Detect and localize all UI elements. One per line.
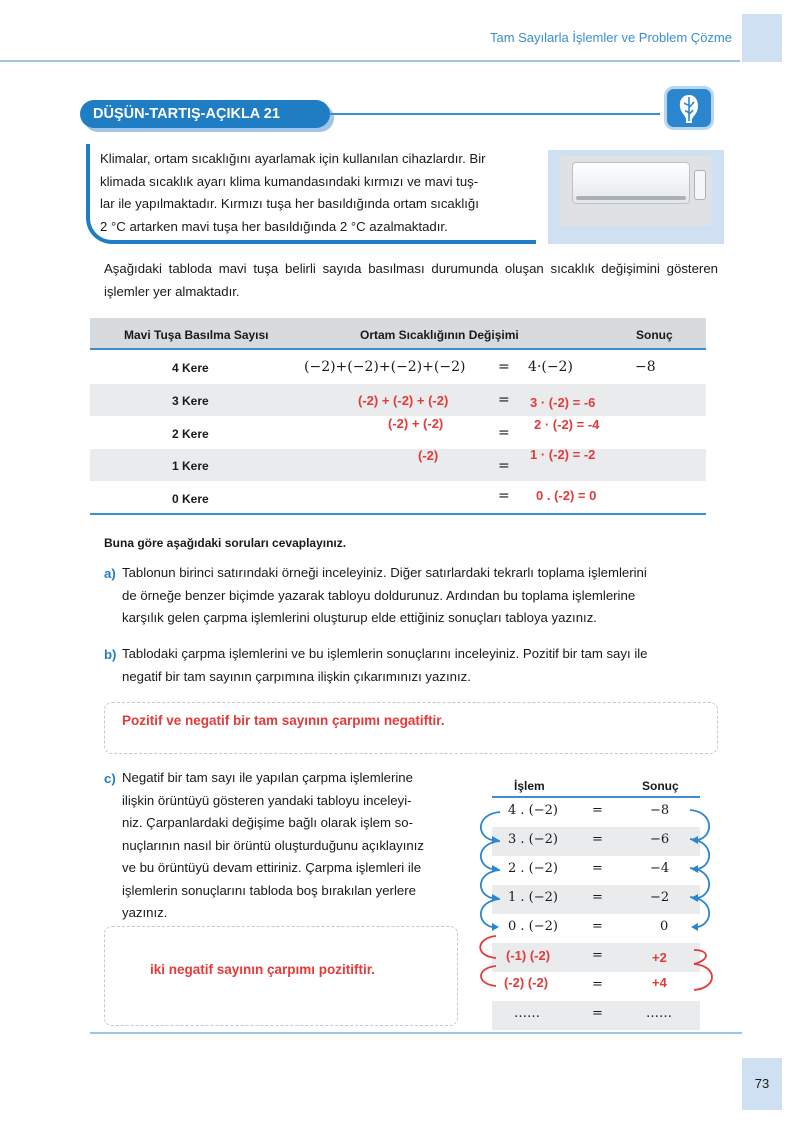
equals-sign: = bbox=[498, 359, 510, 375]
answer-box-b[interactable] bbox=[104, 702, 718, 754]
page-number: 73 bbox=[754, 1076, 770, 1091]
banner-line bbox=[330, 113, 660, 115]
question-line: karşılık gelen çarpma işlemlerini oluşturup elde ettiğiniz sonuçları tabloya yazınız. bbox=[122, 610, 597, 625]
result-value: −8 bbox=[635, 359, 656, 375]
questions-heading: Buna göre aşağıdaki soruları cevaplayınız. bbox=[104, 536, 347, 550]
air-conditioner-vent bbox=[576, 196, 686, 200]
pattern-operation: 1 . (−2) bbox=[508, 890, 558, 905]
intro-line: klimada sıcaklık ayarı klima kumandasındaki kırmızı ve mavi tuş- bbox=[100, 173, 479, 189]
question-c-text bbox=[122, 767, 472, 925]
handwritten-result: +4 bbox=[652, 975, 667, 990]
question-line: negatif bir tam sayının çarpımına ilişkin çıkarımınızı yazınız. bbox=[122, 668, 471, 684]
handwritten-product: 0 . (-2) = 0 bbox=[536, 488, 597, 503]
section-title: DÜŞÜN-TARTIŞ-AÇIKLA 21 bbox=[93, 106, 280, 122]
sum-expression: (−2)+(−2)+(−2)+(−2) bbox=[304, 359, 466, 375]
table-header bbox=[90, 318, 706, 350]
pattern-result: …… bbox=[646, 1006, 672, 1021]
equals-sign: = bbox=[592, 919, 603, 934]
question-line: Tablodaki çarpma işlemlerini ve bu işlemlerin sonuçlarını inceleyiniz. Pozitif bir tam sayı ile bbox=[122, 646, 648, 661]
handwritten-product: 2 · (-2) = -4 bbox=[534, 417, 600, 432]
question-line: ve bu örüntüyü devam ettiriniz. Çarpma işlemleri ile bbox=[122, 860, 422, 875]
table-row-label: 2 Kere bbox=[172, 427, 209, 441]
handwritten-operation: (-2) (-2) bbox=[504, 975, 549, 990]
pattern-result: −6 bbox=[650, 832, 670, 847]
equals-sign: = bbox=[498, 392, 510, 408]
footer-rule bbox=[90, 1032, 742, 1034]
question-b-letter: b) bbox=[104, 647, 117, 662]
answer-c-text: iki negatif sayının çarpımı pozitiftir. bbox=[150, 962, 376, 977]
table-intro-paragraph: Aşağıdaki tabloda mavi tuşa belirli sayıda basılması durumunda oluşan sıcaklık değişimini gösteren işlemler yer almaktadır. bbox=[104, 261, 718, 299]
table-row-label: 1 Kere bbox=[172, 459, 209, 473]
product-expression: 4·(−2) bbox=[528, 359, 573, 375]
table-row-label: 4 Kere bbox=[172, 361, 209, 375]
pattern-header-result: Sonuç bbox=[642, 779, 679, 793]
pattern-row bbox=[492, 1001, 700, 1030]
question-a-letter: a) bbox=[104, 566, 116, 581]
equals-sign: = bbox=[592, 890, 603, 905]
table-row-label: 3 Kere bbox=[172, 394, 209, 408]
handwritten-sum: (-2) bbox=[418, 448, 439, 463]
header-tab bbox=[742, 14, 782, 62]
handwritten-sum: (-2) + (-2) + (-2) bbox=[358, 393, 449, 408]
pattern-arrows bbox=[462, 800, 732, 1000]
section-banner bbox=[80, 100, 330, 128]
handwritten-sum: (-2) + (-2) bbox=[388, 416, 444, 431]
table-bottom-rule bbox=[90, 513, 706, 515]
header-rule bbox=[0, 60, 740, 62]
pattern-result: −4 bbox=[650, 861, 670, 876]
question-line: nuçlarının nasıl bir örüntü oluşturduğunu açıklayınız bbox=[122, 837, 425, 853]
pattern-operation: 0 . (−2) bbox=[508, 919, 558, 934]
intro-text bbox=[100, 148, 530, 238]
handwritten-arrows-icon bbox=[480, 936, 712, 990]
equals-sign: = bbox=[592, 832, 603, 847]
intro-line: Klimalar, ortam sıcaklığını ayarlamak için kullanılan cihazlardır. Bir bbox=[100, 151, 486, 166]
question-line: işlemlerin sonuçlarını tabloda boş bırakılan yerlere bbox=[122, 882, 416, 898]
pattern-result: −2 bbox=[650, 890, 670, 905]
equals-sign: = bbox=[592, 1006, 603, 1021]
equals-sign: = bbox=[592, 803, 603, 818]
pattern-operation: 2 . (−2) bbox=[508, 861, 558, 876]
handwritten-result: +2 bbox=[652, 950, 667, 965]
pattern-result: −8 bbox=[650, 803, 670, 818]
pattern-operation: 3 . (−2) bbox=[508, 832, 558, 847]
pattern-operation: 4 . (−2) bbox=[508, 803, 558, 818]
handwritten-product: 1 · (-2) = -2 bbox=[530, 447, 596, 462]
pattern-result: 0 bbox=[660, 919, 669, 934]
equals-sign: = bbox=[592, 977, 603, 992]
pattern-operation: …… bbox=[514, 1006, 540, 1021]
equals-sign: = bbox=[498, 458, 510, 474]
question-b-text bbox=[122, 643, 718, 688]
pattern-table-header bbox=[492, 776, 700, 798]
handwritten-operation: (-1) (-2) bbox=[506, 948, 551, 963]
intro-line: lar ile yapılmaktadır. Kırmızı tuşa her basıldığında ortam sıcaklığı bbox=[100, 196, 479, 211]
table-header-presses: Mavi Tuşa Basılma Sayısı bbox=[124, 328, 269, 342]
equals-sign: = bbox=[498, 488, 510, 504]
question-line: ilişkin örüntüyü gösteren yandaki tabloyu inceleyi- bbox=[122, 792, 412, 808]
question-a-text bbox=[122, 562, 718, 630]
remote-control-icon bbox=[694, 170, 706, 200]
equals-sign: = bbox=[592, 948, 603, 963]
question-line: de örneğe benzer biçimde yazarak tabloyu doldurunuz. Ardından bu toplama işlemlerine bbox=[122, 587, 636, 603]
table-header-change: Ortam Sıcaklığının Değişimi bbox=[360, 328, 519, 342]
pattern-header-operation: İşlem bbox=[514, 779, 545, 793]
chapter-title: Tam Sayılarla İşlemler ve Problem Çözme bbox=[489, 30, 732, 45]
table-header-result: Sonuç bbox=[636, 328, 673, 342]
answer-b-text: Pozitif ve negatif bir tam sayının çarpımı negatiftir. bbox=[122, 713, 445, 728]
table-row-label: 0 Kere bbox=[172, 492, 209, 506]
question-line: niz. Çarpanlardaki değişime bağlı olarak işlem so- bbox=[122, 815, 413, 830]
intro-line: 2 °C artarken mavi tuşa her basıldığında 2 °C azalmaktadır. bbox=[100, 218, 448, 234]
handwritten-product: 3 · (-2) = -6 bbox=[530, 395, 596, 410]
brain-icon bbox=[664, 86, 714, 130]
equals-sign: = bbox=[498, 425, 510, 441]
question-c-letter: c) bbox=[104, 771, 116, 786]
question-line: yazınız. bbox=[122, 905, 168, 920]
equals-sign: = bbox=[592, 861, 603, 876]
question-line: Tablonun birinci satırındaki örneği inceleyiniz. Diğer satırlardaki tekrarlı toplama işlemlerini bbox=[122, 565, 647, 580]
question-line: Negatif bir tam sayı ile yapılan çarpma işlemlerine bbox=[122, 770, 413, 785]
